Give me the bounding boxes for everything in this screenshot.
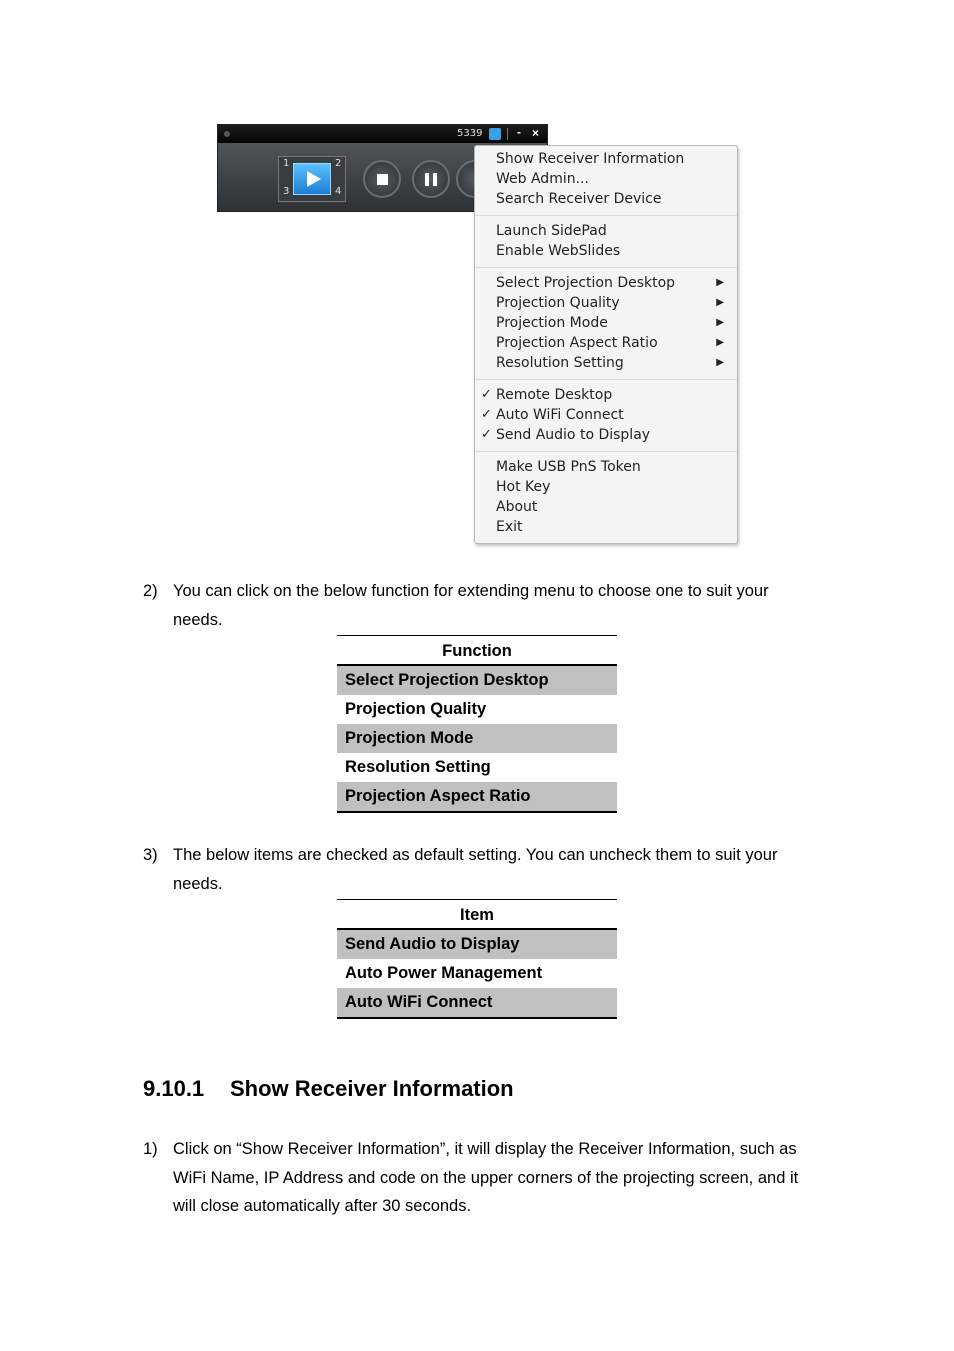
menu-item-label: Remote Desktop xyxy=(496,387,613,403)
menu-item-label: Select Projection Desktop xyxy=(496,275,676,291)
table-row: Auto WiFi Connect xyxy=(337,988,617,1019)
menu-item-label: Projection Quality xyxy=(496,295,620,311)
table-row: Auto Power Management xyxy=(345,964,543,982)
pause-button[interactable] xyxy=(412,160,450,198)
checkmark-icon: ✓ xyxy=(481,387,492,402)
menu-item-label: About xyxy=(496,499,538,515)
menu-item-search-receiver-device[interactable] xyxy=(475,189,737,209)
step-text: The below items are checked as default setting. You can uncheck them to suit your needs. xyxy=(173,846,778,893)
context-menu xyxy=(474,145,738,544)
menu-separator xyxy=(475,267,737,268)
menu-item-auto-wifi-connect[interactable] xyxy=(475,405,737,425)
menu-item-launch-sidepad[interactable] xyxy=(475,221,737,241)
menu-item-make-usb-pns-token[interactable] xyxy=(475,457,737,477)
table-row: Projection Aspect Ratio xyxy=(337,782,617,813)
split-position-3[interactable]: 3 xyxy=(283,186,290,197)
menu-item-remote-desktop[interactable] xyxy=(475,385,737,405)
menu-item-label: Show Receiver Information xyxy=(496,151,685,167)
menu-item-label: Projection Aspect Ratio xyxy=(496,335,658,351)
split-position-4[interactable]: 4 xyxy=(335,186,342,197)
minimize-button[interactable]: - xyxy=(517,125,521,139)
menu-item-label: Auto WiFi Connect xyxy=(496,407,624,423)
play-icon[interactable] xyxy=(293,163,331,195)
submenu-arrow-icon: ▶ xyxy=(716,317,724,328)
step-text: Click on “Show Receiver Information”, it will display the Receiver Information, such as WiFi Name, IP Address and code on the upper corners of the projecting screen, and it will close automatically after 30 seconds. xyxy=(173,1140,799,1216)
menu-item-exit[interactable] xyxy=(475,517,737,537)
menu-separator xyxy=(475,379,737,380)
close-button[interactable]: × xyxy=(532,126,540,140)
table-row: Projection Mode xyxy=(337,724,617,753)
stop-button[interactable] xyxy=(363,160,401,198)
function-table xyxy=(337,635,617,813)
step-text: You can click on the below function for extending menu to choose one to suit your needs. xyxy=(173,582,769,629)
checkmark-icon: ✓ xyxy=(481,427,492,442)
table-row: Select Projection Desktop xyxy=(337,666,617,695)
section-title: Show Receiver Information xyxy=(230,1076,514,1101)
step-number: 2) xyxy=(143,582,158,600)
menu-item-web-admin[interactable] xyxy=(475,169,737,189)
step-number: 1) xyxy=(143,1140,158,1158)
menu-item-resolution-setting[interactable] xyxy=(475,353,737,373)
menu-item-projection-aspect-ratio[interactable] xyxy=(475,333,737,353)
menu-item-label: Web Admin... xyxy=(496,171,589,187)
menu-item-select-projection-desktop[interactable] xyxy=(475,273,737,293)
item-table xyxy=(337,899,617,1019)
menu-item-label: Send Audio to Display xyxy=(496,427,651,443)
menu-item-projection-quality[interactable] xyxy=(475,293,737,313)
split-position-1[interactable]: 1 xyxy=(283,158,290,169)
table-header: Item xyxy=(337,899,617,930)
submenu-arrow-icon: ▶ xyxy=(716,277,724,288)
menu-item-label: Search Receiver Device xyxy=(496,191,662,207)
menu-item-label: Enable WebSlides xyxy=(496,243,621,259)
menu-item-label: Projection Mode xyxy=(496,315,608,331)
submenu-arrow-icon: ▶ xyxy=(716,357,724,368)
menu-item-hot-key[interactable] xyxy=(475,477,737,497)
split-position-2[interactable]: 2 xyxy=(335,158,342,169)
checkmark-icon: ✓ xyxy=(481,407,492,422)
table-row: Projection Quality xyxy=(345,700,487,718)
menu-item-label: Hot Key xyxy=(496,479,551,495)
menu-item-enable-webslides[interactable] xyxy=(475,241,737,261)
menu-item-label: Make USB PnS Token xyxy=(496,459,641,475)
menu-item-label: Exit xyxy=(496,519,523,535)
table-row: Send Audio to Display xyxy=(337,930,617,959)
status-dot-icon xyxy=(224,131,230,137)
toolbar-code: 5339 xyxy=(457,128,483,139)
table-header: Function xyxy=(337,635,617,666)
menu-item-label: Resolution Setting xyxy=(496,355,624,371)
menu-separator xyxy=(475,451,737,452)
section-heading xyxy=(143,1076,514,1102)
menu-icon[interactable] xyxy=(489,128,501,140)
menu-separator xyxy=(475,215,737,216)
menu-item-label: Launch SidePad xyxy=(496,223,607,239)
toolbar-titlebar xyxy=(218,125,547,143)
menu-item-about[interactable] xyxy=(475,497,737,517)
menu-item-show-receiver-information[interactable] xyxy=(475,149,737,169)
section-number: 9.10.1 xyxy=(143,1076,205,1101)
split-screen-selector[interactable] xyxy=(278,156,346,202)
titlebar-divider xyxy=(507,128,508,140)
menu-item-projection-mode[interactable] xyxy=(475,313,737,333)
step-number: 3) xyxy=(143,846,158,864)
table-row: Resolution Setting xyxy=(345,758,491,776)
submenu-arrow-icon: ▶ xyxy=(716,337,724,348)
submenu-arrow-icon: ▶ xyxy=(716,297,724,308)
menu-item-send-audio-to-display[interactable] xyxy=(475,425,737,445)
